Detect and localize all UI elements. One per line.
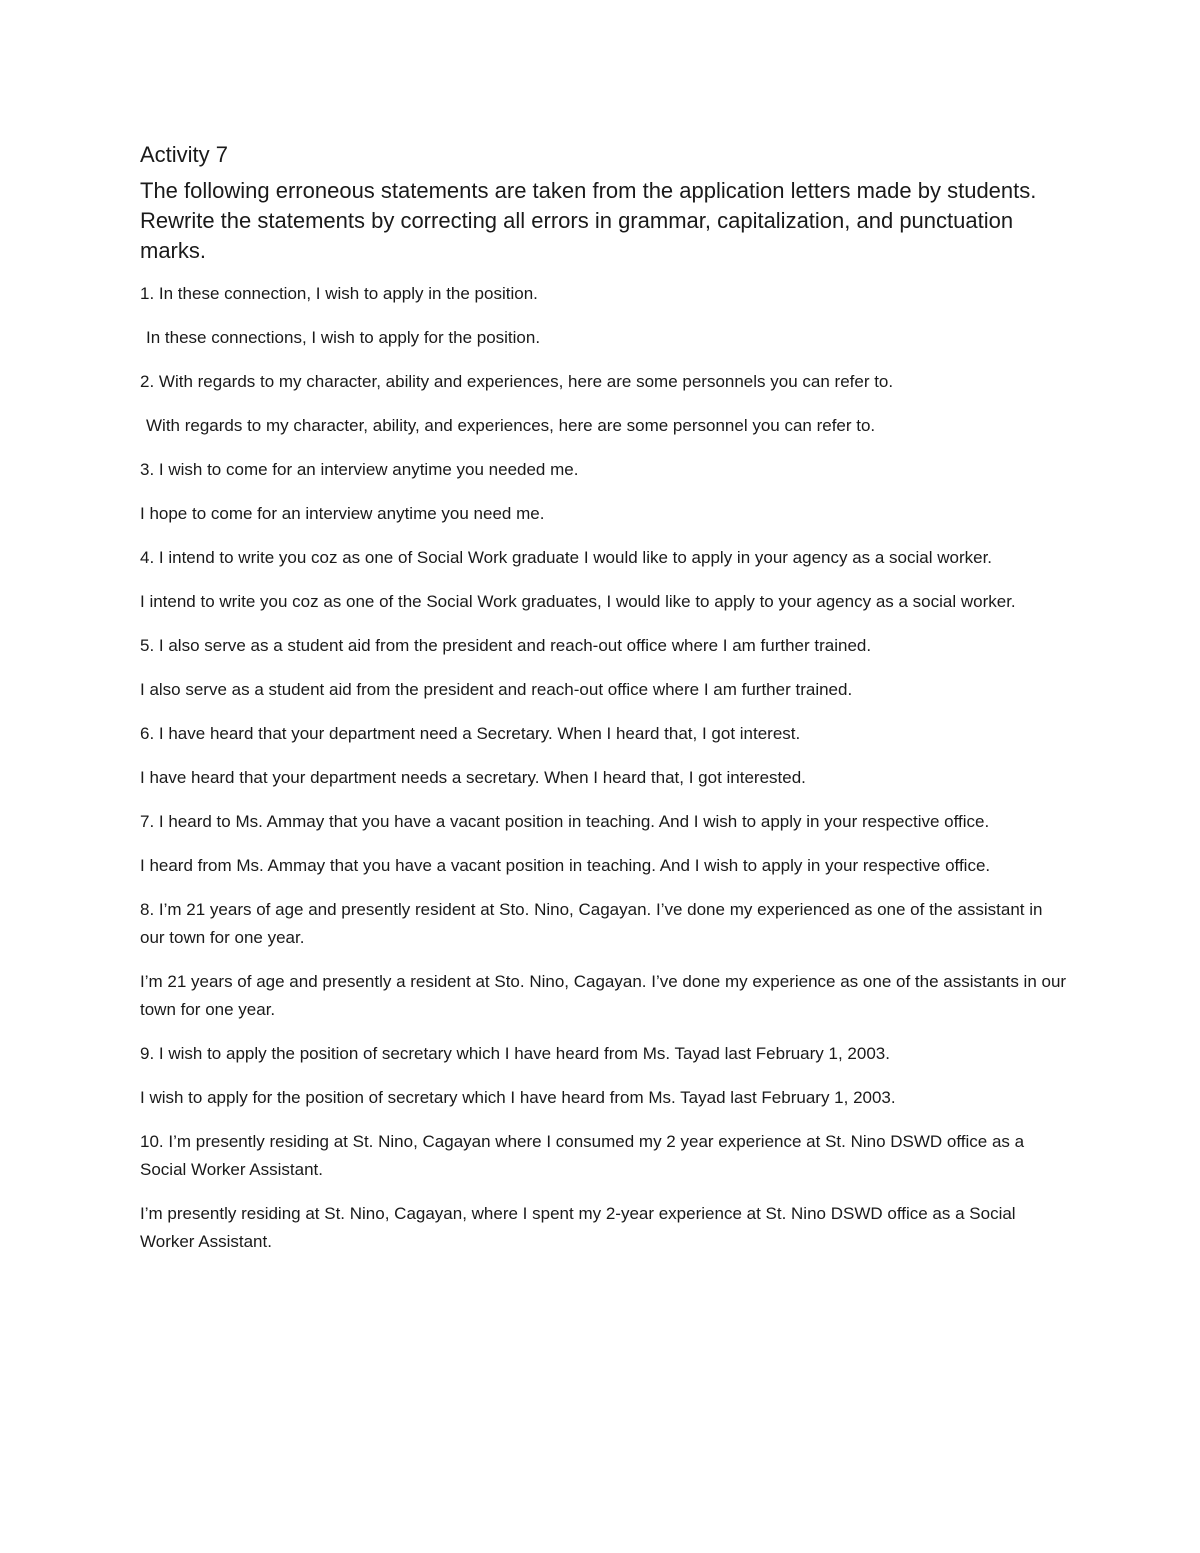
statement-number: 4. — [140, 548, 155, 567]
original-statement — [140, 808, 1070, 836]
statement-number: 2. — [140, 372, 155, 391]
original-text: I also serve as a student aid from the president and reach-out office where I am further trained. — [154, 636, 872, 655]
original-text: With regards to my character, ability and experiences, here are some personnels you can refer to. — [154, 372, 894, 391]
statement-number: 7. — [140, 812, 155, 831]
corrected-statement: I’m presently residing at St. Nino, Cagayan, where I spent my 2-year experience at St. Nino DSWD office as a Social Worker Assistant. — [140, 1204, 1016, 1251]
original-text: I heard to Ms. Ammay that you have a vacant position in teaching. And I wish to apply in your respective office. — [154, 812, 990, 831]
original-text: I’m 21 years of age and presently resident at Sto. Nino, Cagayan. I’ve done my experienced as one of the assistant in our town for one year. — [140, 900, 1043, 947]
statement-number: 3. — [140, 460, 155, 479]
original-text: I’m presently residing at St. Nino, Cagayan where I consumed my 2 year experience at St. Nino DSWD office as a Social Worker Assistant. — [140, 1132, 1025, 1179]
statement-number: 6. — [140, 724, 155, 743]
original-text: I wish to apply the position of secretary which I have heard from Ms. Tayad last February 1, 2003. — [154, 1044, 890, 1063]
statement-number: 8. — [140, 900, 155, 919]
original-statement — [140, 456, 1070, 484]
corrected-statement: With regards to my character, ability, and experiences, here are some personnel you can refer to. — [146, 416, 876, 435]
activity-title: Activity 7 — [140, 142, 229, 167]
corrected-statement: I hope to come for an interview anytime you need me. — [140, 504, 545, 523]
original-text: I wish to come for an interview anytime you needed me. — [154, 460, 579, 479]
original-statement — [140, 1128, 1070, 1184]
original-statement — [140, 1040, 1070, 1068]
original-text: I intend to write you coz as one of Social Work graduate I would like to apply in your agency as a social worker. — [154, 548, 993, 567]
original-statement — [140, 280, 1070, 308]
original-text: I have heard that your department need a Secretary. When I heard that, I got interest. — [154, 724, 801, 743]
original-statement — [140, 368, 1070, 396]
statement-list — [140, 280, 1070, 1256]
activity-instructions: The following erroneous statements are taken from the application letters made by students. Rewrite the statements by correcting all errors in grammar, capitalization, and punctuation marks. — [140, 178, 1037, 263]
original-statement — [140, 896, 1070, 952]
original-statement — [140, 720, 1070, 748]
statement-number: 5. — [140, 636, 155, 655]
document-page — [140, 140, 1070, 1272]
original-statement — [140, 632, 1070, 660]
corrected-statement: I have heard that your department needs a secretary. When I heard that, I got interested. — [140, 768, 806, 787]
corrected-statement: I intend to write you coz as one of the Social Work graduates, I would like to apply to your agency as a social worker. — [140, 592, 1016, 611]
original-text: In these connection, I wish to apply in the position. — [154, 284, 538, 303]
statement-number: 10. — [140, 1132, 164, 1151]
statement-number: 9. — [140, 1044, 155, 1063]
corrected-statement: I heard from Ms. Ammay that you have a vacant position in teaching. And I wish to apply in your respective office. — [140, 856, 991, 875]
statement-number: 1. — [140, 284, 155, 303]
corrected-statement: I’m 21 years of age and presently a resident at Sto. Nino, Cagayan. I’ve done my experience as one of the assistants in our town for one year. — [140, 972, 1067, 1019]
corrected-statement: I also serve as a student aid from the president and reach-out office where I am further trained. — [140, 680, 853, 699]
corrected-statement: In these connections, I wish to apply for the position. — [146, 328, 541, 347]
corrected-statement: I wish to apply for the position of secretary which I have heard from Ms. Tayad last February 1, 2003. — [140, 1088, 896, 1107]
original-statement — [140, 544, 1070, 572]
